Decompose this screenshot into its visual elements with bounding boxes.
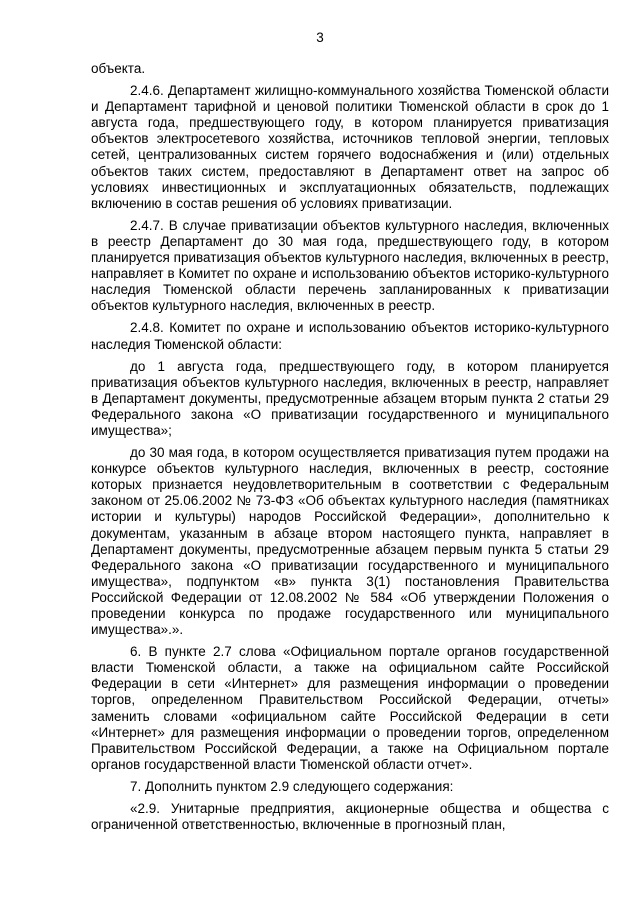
paragraph-2-4-8-item-1: до 1 августа года, предшествующего году, в котором планируется приватизация объектов культурного наследия, включенных в реестр, направляет в Департамент документы, предусмотренные абзацем вторым пункта 2 статьи 29 Федерального закона «О приватизации государственного и муниципального имущества»; bbox=[91, 358, 609, 438]
paragraph-2-4-6: 2.4.6. Департамент жилищно-коммунального хозяйства Тюменской области и Департамент тарифной и ценовой политики Тюменской области в срок до 1 августа года, предшествующего году, в котором планируется приватизация объектов электросетевого хозяйства, источников тепловой энергии, тепловых сетей, централизованных систем горячего водоснабжения и (или) отдельных объектов таких систем, предоставляют в Департамент ответ на запрос об условиях инвестиционных и эксплуатационных обязательств, подлежащих включению в состав решения об условиях приватизации. bbox=[91, 83, 609, 211]
paragraph-2-4-8: 2.4.8. Комитет по охране и использованию объектов историко-культурного наследия Тюменской области: bbox=[91, 320, 609, 352]
paragraph-2-4-7: 2.4.7. В случае приватизации объектов культурного наследия, включенных в реестр Департамент до 30 мая года, предшествующего году, в котором планируется приватизация объектов культурного наследия, включенных в реестр, направляет в Комитет по охране и использованию объектов историко-культурного наследия Тюменской области перечень запланированных к приватизации объектов культурного наследия, включенных в реестр. bbox=[91, 217, 609, 314]
paragraph-item-6: 6. В пункте 2.7 слова «Официальном портале органов государственной власти Тюменской области, а также на официальном сайте Российской Федерации в сети «Интернет» для размещения информации о проведении торгов, определенном Правительством Российской Федерации, отчеты» заменить словами «официальном сайте Российской Федерации в сети «Интернет» для размещения информации о проведении торгов, определенном Правительством Российской Федерации, а также на Официальном портале органов государственной власти Тюменской области отчет». bbox=[91, 644, 609, 772]
document-body bbox=[91, 61, 609, 839]
paragraph-item-7: 7. Дополнить пунктом 2.9 следующего содержания: bbox=[130, 778, 454, 794]
paragraph-continuation: объекта. bbox=[91, 61, 146, 76]
page-number: 3 bbox=[316, 30, 324, 45]
paragraph-2-9: «2.9. Унитарные предприятия, акционерные общества и общества с ограниченной ответственностью, включенные в прогнозный план, bbox=[91, 801, 609, 833]
paragraph-2-4-8-item-2: до 30 мая года, в котором осуществляется приватизация путем продажи на конкурсе объектов культурного наследия, включенных в реестр, состояние которых признается неудовлетворительным в соответствии с Федеральным законом от 25.06.2002 № 73-ФЗ «Об объектах культурного наследия (памятниках истории и культуры) народов Российской Федерации», дополнительно к документам, указанным в абзаце втором настоящего пункта, направляет в Департамент документы, предусмотренные абзацем первым пункта 5 статьи 29 Федерального закона «О приватизации государственного и муниципального имущества», подпунктом «в» пункта 3(1) постановления Правительства Российской Федерации от 12.08.2002 № 584 «Об утверждении Положения о проведении конкурса по продаже государственного или муниципального имущества».». bbox=[91, 445, 609, 638]
